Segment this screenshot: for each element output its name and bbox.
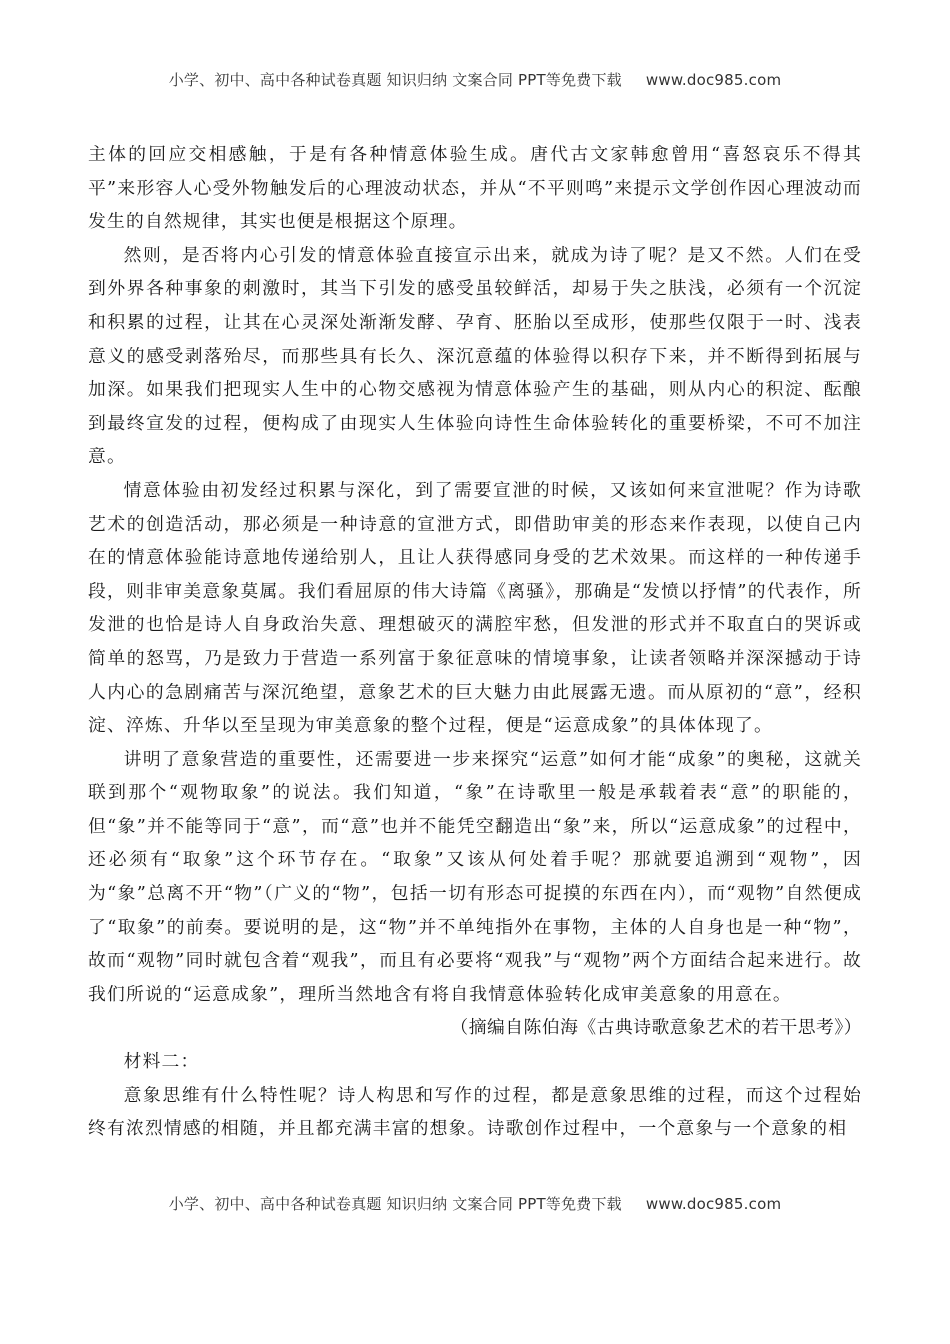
material-paragraph: 意象思维有什么特性呢？诗人构思和写作的过程，都是意象思维的过程，而这个过程始终有浓烈情感的相随，并且都充满丰富的想象。诗歌创作过程中，一个意象与一个意象的相: [88, 1084, 862, 1140]
paragraph-2: 然则，是否将内心引发的情意体验直接宣示出来，就成为诗了呢？是又不然。人们在受到外界各种事象的刺激时，其当下引发的感受虽较鲜活，却易于失之肤浅，必须有一个沉淀和积累的过程，让其在心灵深处渐渐发酵、孕育、胚胎以至成形，使那些仅限于一时、浅表意义的感受剥落殆尽，而那些具有长久、深沉意蕴的体验得以积存下来，并不断得到拓展与加深。如果我们把现实人生中的心物交感视为情意体验产生的基础，则从内心的积淀、酝酿到最终宣发的过程，便构成了由现实人生体验向诗性生命体验转化的重要桥梁，不可不加注意。: [88, 244, 862, 468]
footer-url[interactable]: www.doc985.com: [645, 1195, 782, 1213]
paragraph-3: 情意体验由初发经过积累与深化，到了需要宣泄的时候，又该如何来宣泄呢？作为诗歌艺术的创造活动，那必须是一种诗意的宣泄方式，即借助审美的形态来作表现，以使自己内在的情意体验能诗意地传递给别人，且让人获得感同身受的艺术效果。而这样的一种传递手段，则非审美意象莫属。我们看屈原的伟大诗篇《离骚》，那确是“发愤以抒情”的代表作，所发泄的也恰是诗人自身政治失意、理想破灭的满腔牢愁，但发泄的形式并不取直白的哭诉或简单的怒骂，乃是致力于营造一系列富于象征意味的情境事象，让读者领略并深深撼动于诗人内心的急剧痛苦与深沉绝望，意象艺术的巨大魅力由此展露无遗。而从原初的“意”，经积淀、淬炼、升华以至呈现为审美意象的整个过程，便是“运意成象”的具体体现了。: [88, 479, 862, 737]
footer-text: 小学、初中、高中各种试卷真题 知识归纳 文案合同 PPT等免费下载: [168, 1195, 622, 1213]
page-footer: [0, 1193, 950, 1214]
page-header: [0, 69, 950, 90]
paragraph-1: 主体的回应交相感触，于是有各种情意体验生成。唐代古文家韩愈曾用“喜怒哀乐不得其平”来形容人心受外物触发后的心理波动状态，并从“不平则鸣”来提示文学创作因心理波动而发生的自然规律，其实也便是根据这个原理。: [88, 144, 862, 233]
header-url[interactable]: www.doc985.com: [645, 71, 782, 89]
article-body: [88, 138, 862, 1146]
source-citation: （摘编自陈伯海《古典诗歌意象艺术的若干思考》）: [450, 1017, 862, 1039]
header-text: 小学、初中、高中各种试卷真题 知识归纳 文案合同 PPT等免费下载: [168, 71, 622, 89]
paragraph-4: 讲明了意象营造的重要性，还需要进一步来探究“运意”如何才能“成象”的奥秘，这就关联到那个“观物取象”的说法。我们知道，“象”在诗歌里一般是承载着表“意”的职能的，但“象”并不能等同于“意”，而“意”也并不能凭空翻造出“象”来，所以“运意成象”的过程中，还必须有“取象”这个环节存在。“取象”又该从何处着手呢？那就要追溯到“观物”，因为“象”总离不开“物”（广义的“物”，包括一切有形态可捉摸的东西在内），而“观物”自然便成了“取象”的前奏。要说明的是，这“物”并不单纯指外在事物，主体的人自身也是一种“物”，故而“观物”同时就包含着“观我”，而且有必要将“观我”与“观物”两个方面结合起来进行。故我们所说的“运意成象”，理所当然地含有将自我情意体验转化成审美意象的用意在。: [88, 748, 862, 1005]
material-label: 材料二：: [123, 1051, 200, 1073]
